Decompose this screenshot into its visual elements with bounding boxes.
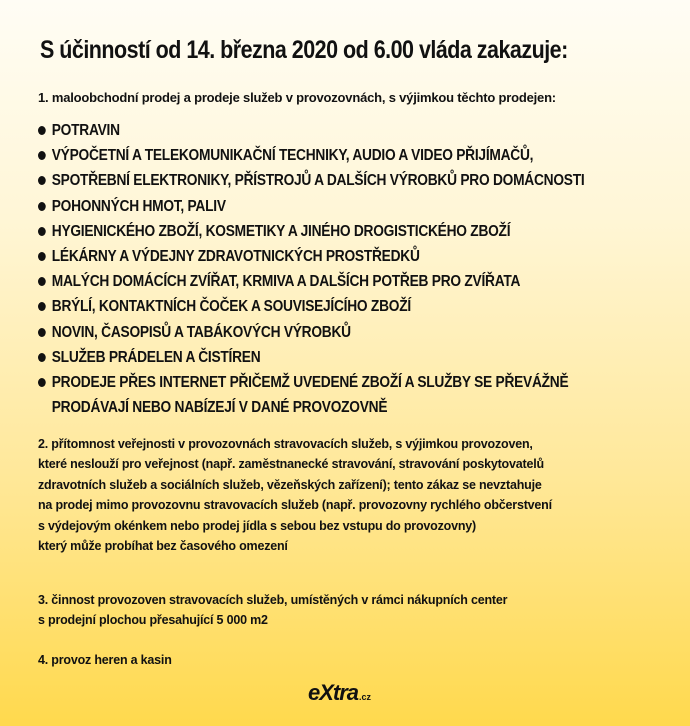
exception-item: SPOTŘEBNÍ ELEKTRONIKY, PŘÍSTROJŮ A DALŠÍCH VÝROBKŮ PRO DOMÁCNOSTI [38, 168, 571, 193]
exception-item: POHONNÝCH HMOT, PALIV [38, 194, 571, 219]
exception-item: POTRAVIN [38, 118, 571, 143]
bullet-icon [38, 302, 46, 311]
exception-item: BRÝLÍ, KONTAKTNÍCH ČOČEK A SOUVISEJÍCÍHO ZBOŽÍ [38, 294, 571, 319]
bullet-icon [38, 202, 46, 211]
section-4-paragraph: 4. provoz heren a kasin [38, 653, 172, 667]
bullet-icon [38, 252, 46, 261]
bullet-icon [38, 151, 46, 160]
exception-item: MALÝCH DOMÁCÍCH ZVÍŘAT, KRMIVA A DALŠÍCH POTŘEB PRO ZVÍŘATA [38, 269, 571, 294]
exception-item: SLUŽEB PRÁDELEN A ČISTÍREN [38, 345, 571, 370]
bullet-icon [38, 277, 46, 286]
extra-logo: eXtra.cz [308, 680, 372, 705]
headline: S účinností od 14. března 2020 od 6.00 vláda zakazuje: [40, 36, 568, 64]
bullet-icon [38, 353, 46, 362]
bullet-icon [38, 328, 46, 337]
bullet-icon [38, 227, 46, 236]
section-2-paragraph: 2. přítomnost veřejnosti v provozovnách stravovacích služeb, s výjimkou provozoven, které neslouží pro veřejnost (např. zaměstnanecké stravování, stravování poskytovatelů zdravotních služeb a sociálních služeb, vězeňských zařízení); tento zákaz se nevztahuje na prodej mimo provozovnu stravovacích služeb (např. provozovny rychlého občerstvení s výdejovým okénkem nebo prodej jídla s sebou bez vstupu do provozovny) který může probíhat bez časového omezení [38, 437, 552, 554]
section-3-paragraph: 3. činnost provozoven stravovacích služeb, umístěných v rámci nákupních center s prodejní plochou přesahující 5 000 m2 [38, 593, 508, 628]
exception-item: NOVIN, ČASOPISŮ A TABÁKOVÝCH VÝROBKŮ [38, 320, 571, 345]
exception-item: HYGIENICKÉHO ZBOŽÍ, KOSMETIKY A JINÉHO DROGISTICKÉHO ZBOŽÍ [38, 219, 571, 244]
section-1-title: 1. maloobchodní prodej a prodeje služeb v provozovnách, s výjimkou těchto prodejen: [38, 90, 556, 105]
bullet-icon [38, 126, 46, 135]
bullet-icon [38, 378, 46, 387]
bullet-icon [38, 176, 46, 185]
exceptions-list [38, 118, 658, 420]
exception-item: LÉKÁRNY A VÝDEJNY ZDRAVOTNICKÝCH PROSTŘEDKŮ [38, 244, 571, 269]
exception-item-internet: PRODEJE PŘES INTERNET PŘIČEMŽ UVEDENÉ ZBOŽÍ A SLUŽBY SE PŘEVÁŽNĚ PRODÁVAJÍ NEBO NABÍZEJÍ V DANÉ PROVOZOVNĚ [38, 370, 571, 420]
exception-item: VÝPOČETNÍ A TELEKOMUNIKAČNÍ TECHNIKY, AUDIO A VIDEO PŘIJÍMAČŮ, [38, 143, 571, 168]
